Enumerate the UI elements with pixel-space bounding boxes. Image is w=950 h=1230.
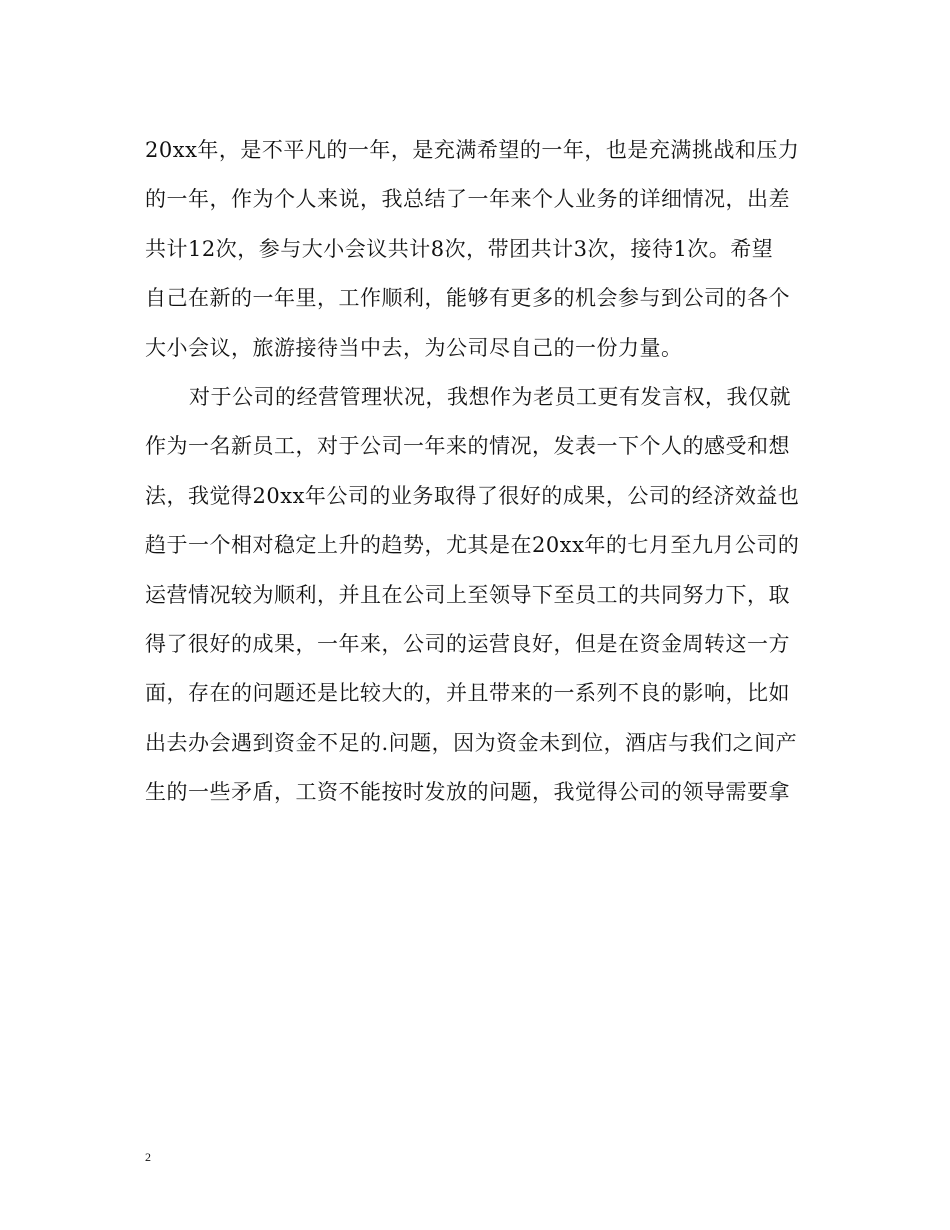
text-line: 自己在新的一年里，工作顺利，能够有更多的机会参与到公司的各个 — [145, 286, 790, 311]
text-line: 法，我觉得20xx年公司的业务取得了很好的成果，公司的经济效益也 — [145, 483, 800, 508]
text-line: 出去办会遇到资金不足的.问题，因为资金未到位，酒店与我们之间产 — [145, 730, 798, 755]
text-line: 面，存在的问题还是比较大的，并且带来的一系列不良的影响，比如 — [145, 681, 790, 706]
text-line: 20xx年，是不平凡的一年，是充满希望的一年，也是充满挑战和压力 — [145, 138, 800, 162]
paragraph-start-line: 对于公司的经营管理状况，我想作为老员工更有发言权，我仅就 — [189, 384, 791, 409]
text-line: 大小会议，旅游接待当中去，为公司尽自己的一份力量。 — [145, 335, 683, 360]
text-line: 作为一名新员工，对于公司一年来的情况，发表一下个人的感受和想 — [145, 434, 790, 459]
page-number: 2 — [145, 1150, 151, 1164]
text-line: 运营情况较为顺利，并且在公司上至领导下至员工的共同努力下，取 — [145, 582, 790, 607]
text-line: 趋于一个相对稳定上升的趋势，尤其是在20xx年的七月至九月公司的 — [145, 533, 800, 558]
text-line: 共计12次，参与大小会议共计8次，带团共计3次，接待1次。希望 — [145, 236, 774, 261]
text-line: 生的一些矛盾，工资不能按时发放的问题，我觉得公司的领导需要拿 — [145, 780, 790, 805]
text-line: 的一年，作为个人来说，我总结了一年来个人业务的详细情况，出差 — [145, 187, 790, 212]
body-text — [145, 126, 815, 817]
text-line: 得了很好的成果，一年来，公司的运营良好，但是在资金周转这一方 — [145, 631, 790, 656]
